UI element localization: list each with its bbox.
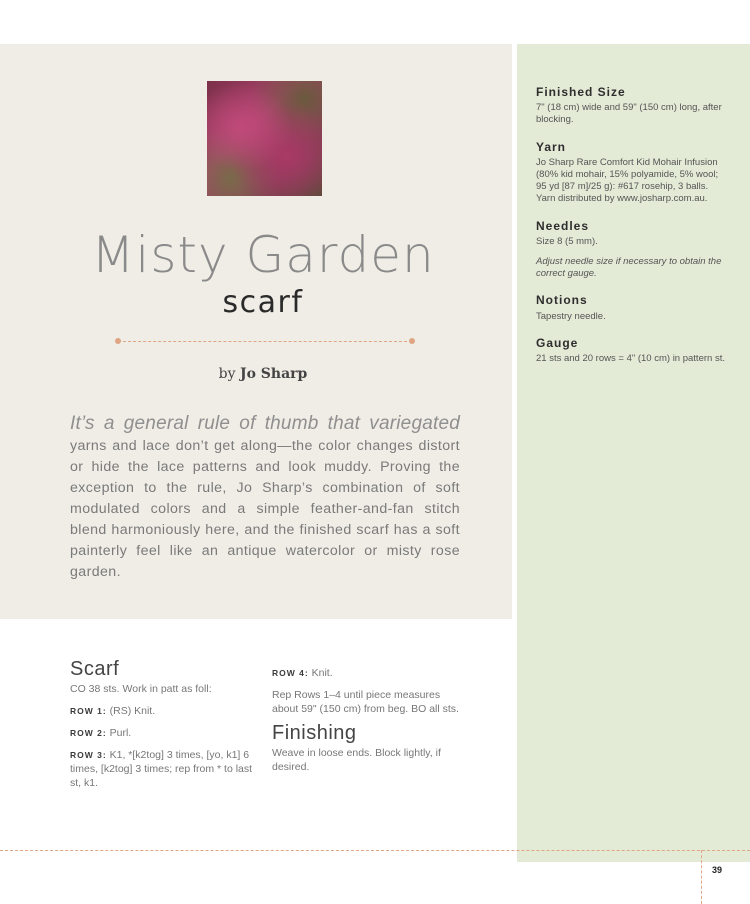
pattern-subtitle: scarf: [222, 285, 304, 320]
page-number: 39: [712, 865, 723, 875]
pattern-title: Misty Garden: [91, 226, 435, 284]
scarf-photo: [207, 81, 322, 196]
row-3-text: K1, *[k2tog] 3 times, [yo, k1] 6 times, [k2tog] 3 times; rep from * to last st, k1.: [70, 749, 253, 789]
byline-prefix: by: [218, 366, 236, 382]
yarn-text: Jo Sharp Rare Comfort Kid Mohair Infusion (80% kid mohair, 15% polyamide, 5% wool; 95 yd [87 m]/25 g): #617 rosehip, 3 balls. Yarn distributed by www.josharp.com.au.: [536, 156, 719, 205]
row-2-text: Purl.: [109, 727, 132, 739]
row-3-label: ROW 3:: [70, 750, 107, 760]
instructions-column-right: [272, 666, 460, 782]
yarn-block: [536, 141, 726, 206]
row-1: [70, 704, 260, 718]
needles-text: Size 8 (5 mm).: [536, 235, 598, 247]
gauge-heading: Gauge: [536, 335, 579, 350]
scarf-heading: Scarf: [70, 658, 120, 680]
needles-heading: Needles: [536, 218, 590, 233]
folio-divider: [701, 850, 702, 904]
finishing-heading: Finishing: [272, 722, 357, 744]
scarf-section: [70, 658, 260, 798]
yarn-heading: Yarn: [536, 139, 567, 154]
repeat-instruction: Rep Rows 1–4 until piece measures about 59" (150 cm) from beg. BO all sts.: [272, 689, 459, 715]
gauge-text: 21 sts and 20 rows = 4" (10 cm) in pattern st.: [536, 353, 725, 365]
finished-size-text: 7" (18 cm) wide and 59" (150 cm) long, after blocking.: [536, 102, 722, 126]
divider-dot-left: [115, 338, 121, 344]
scarf-intro: CO 38 sts. Work in patt as foll:: [70, 683, 212, 695]
row-4-label: ROW 4:: [272, 668, 309, 678]
notions-block: [536, 294, 726, 322]
materials-sidebar: [536, 86, 726, 379]
byline-author: Jo Sharp: [239, 366, 308, 382]
row-1-label: ROW 1:: [70, 706, 107, 716]
notions-heading: Notions: [536, 293, 588, 308]
notions-text: Tapestry needle.: [536, 310, 606, 322]
intro-text: [70, 413, 460, 583]
intro-body: yarns and lace don’t get along—the color changes distort or hide the lace patterns and look muddy. Proving the exception to the rule, Jo Sharp’s combination of soft modulated colors and a simple feather-and-fan stitch blend harmoniously here, and the finished scarf has a soft painterly feel like an antique watercolor or misty rose garden.: [70, 438, 460, 580]
finishing-text: Weave in loose ends. Block lightly, if desired.: [272, 747, 441, 773]
footer-divider: [0, 850, 750, 851]
row-3: [70, 748, 260, 790]
divider-dot-right: [409, 338, 415, 344]
intro-lead: It’s a general rule of thumb that variegated: [70, 413, 460, 434]
finished-size-heading: Finished Size: [536, 85, 626, 99]
row-2-label: ROW 2:: [70, 728, 107, 738]
gauge-block: [536, 337, 726, 365]
needles-block: [536, 220, 726, 281]
row-4: [272, 666, 460, 680]
finished-size-block: [536, 86, 726, 127]
byline: [40, 366, 486, 382]
title-divider: [118, 341, 412, 342]
row-4-text: Knit.: [311, 667, 333, 679]
row-2: [70, 726, 260, 740]
row-1-text: (RS) Knit.: [109, 705, 156, 717]
needles-note: Adjust needle size if necessary to obtain the correct gauge.: [536, 256, 722, 280]
